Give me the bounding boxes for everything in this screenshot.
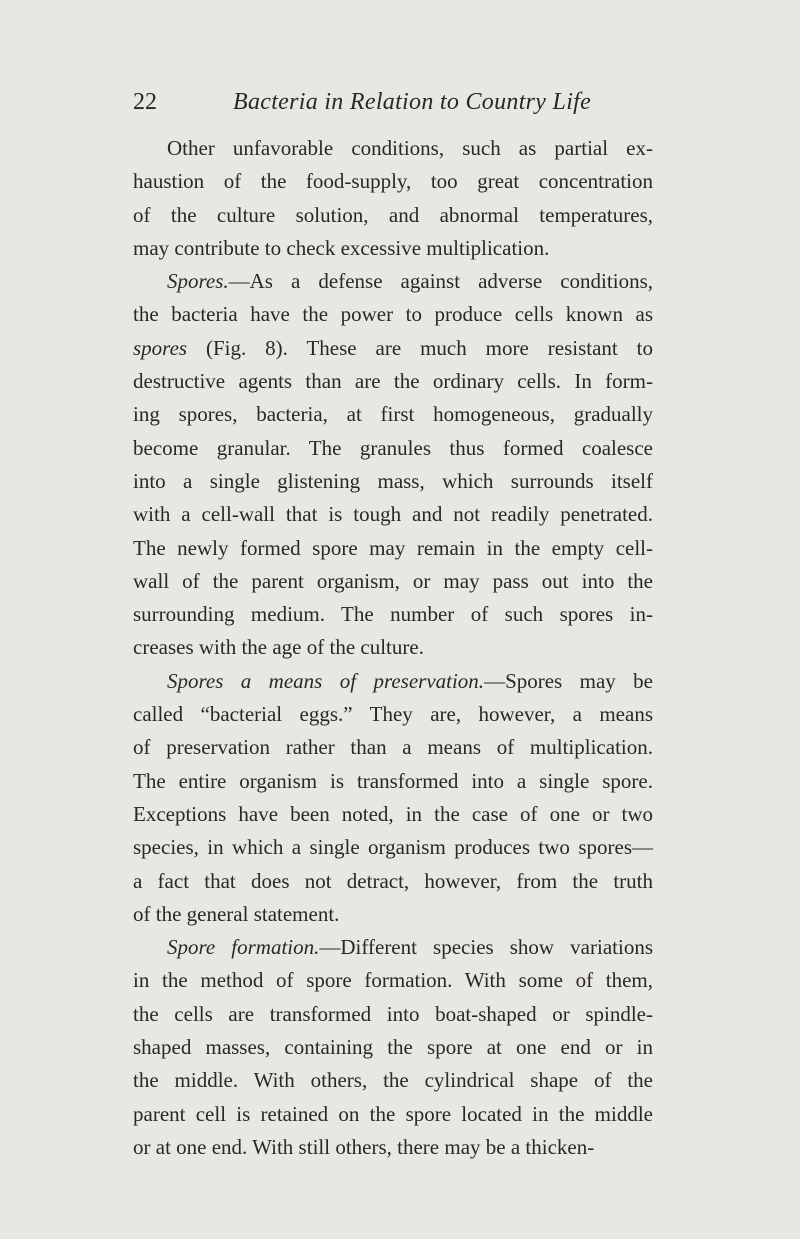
section-heading: Spore formation. <box>167 935 320 960</box>
text-line: spores (Fig. 8). These are much more resistant to <box>133 335 653 360</box>
text-line: The newly formed spore may remain in the empty cell- <box>133 535 653 560</box>
text-line: haustion of the food-supply, too great concentration <box>133 169 653 194</box>
text-line: The entire organism is transformed into a single spore. <box>133 768 653 793</box>
text-line: the middle. With others, the cylindrical shape of the <box>133 1068 653 1093</box>
running-title: Bacteria in Relation to Country Life <box>233 89 592 115</box>
section-heading: Spores a means of preservation. <box>167 668 485 693</box>
body-text <box>133 132 653 1164</box>
text-line: wall of the parent organism, or may pass out into the <box>133 568 653 593</box>
text-line: Spores.—As a defense against adverse conditions, <box>167 269 653 294</box>
paragraph-spore-formation <box>133 931 653 1164</box>
text-line: surrounding medium. The number of such spores in- <box>133 602 653 627</box>
text-line: in the method of spore formation. With some of them, <box>133 968 653 993</box>
text-line: the cells are transformed into boat-shaped or spindle- <box>133 1001 653 1026</box>
text-line: with a cell-wall that is tough and not readily penetrated. <box>133 502 653 527</box>
page-number: 22 <box>133 89 157 115</box>
paragraph-spores <box>133 265 653 665</box>
text-line: of preservation rather than a means of multiplication. <box>133 735 653 760</box>
text-line: species, in which a single organism produces two spores— <box>133 835 653 860</box>
text-line: creases with the age of the culture. <box>133 635 424 660</box>
text-line: the bacteria have the power to produce cells known as <box>133 302 653 327</box>
text-line: called “bacterial eggs.” They are, however, a means <box>133 702 653 727</box>
text-line: or at one end. With still others, there may be a thicken- <box>133 1134 595 1159</box>
text-line: Exceptions have been noted, in the case of one or two <box>133 801 653 826</box>
text-line: of the culture solution, and abnormal temperatures, <box>133 202 653 227</box>
text-line: into a single glistening mass, which surrounds itself <box>133 468 653 493</box>
text-line: become granular. The granules thus formed coalesce <box>133 435 653 460</box>
paragraph-unfavorable-conditions <box>133 132 653 265</box>
italic-term: spores <box>133 335 188 360</box>
text-line: Other unfavorable conditions, such as partial ex- <box>167 136 653 160</box>
text-line: of the general statement. <box>133 901 340 926</box>
section-heading: Spores. <box>167 269 229 294</box>
text-line: destructive agents than are the ordinary cells. In form- <box>133 369 653 394</box>
text-line: a fact that does not detract, however, from the truth <box>133 868 653 893</box>
text-line: ing spores, bacteria, at first homogeneous, gradually <box>133 402 653 427</box>
text-line: parent cell is retained on the spore located in the middle <box>133 1101 653 1126</box>
text-line: Spore formation.—Different species show variations <box>167 935 653 960</box>
text-line: Spores a means of preservation.—Spores may be <box>167 668 653 693</box>
running-head <box>133 82 653 122</box>
paragraph-spores-preservation <box>133 665 653 931</box>
text-line: may contribute to check excessive multiplication. <box>133 235 550 260</box>
text-line: shaped masses, containing the spore at one end or in <box>133 1035 653 1060</box>
